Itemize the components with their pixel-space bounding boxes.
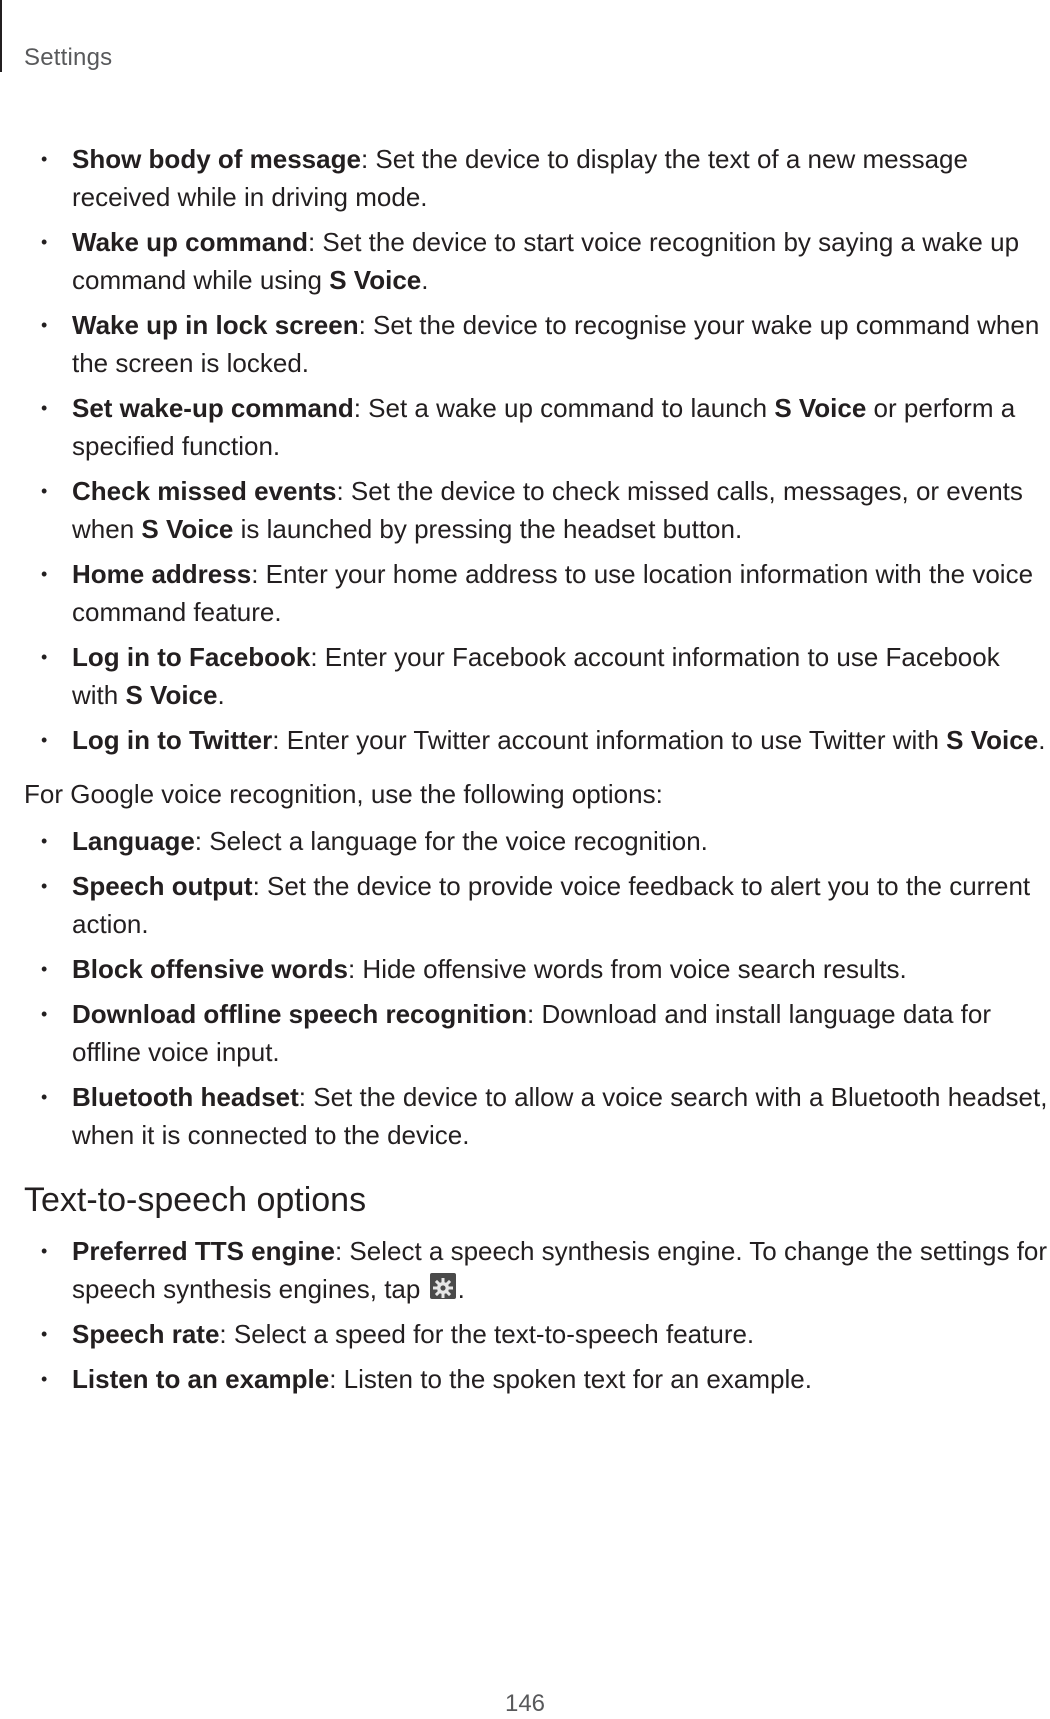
option-description: : Enter your Twitter account information to use Twitter with (272, 725, 947, 755)
page-number: 146 (504, 1690, 546, 1717)
option-term: Wake up command (72, 227, 308, 257)
list-item (24, 1078, 1048, 1154)
option-description-end: . (1038, 725, 1046, 755)
list-item (24, 555, 1048, 631)
option-term: Download offline speech recognition (72, 999, 528, 1029)
option-description: : Set the device to start voice recognition by saying a wake up command while using (72, 227, 1020, 295)
option-term: Block offensive words (72, 954, 348, 984)
page-header: Settings (24, 44, 113, 71)
list-item (24, 1315, 1048, 1353)
app-name: S Voice (946, 725, 1039, 755)
option-description-end: . (457, 1274, 465, 1304)
app-name: S Voice (141, 514, 234, 544)
option-term: Set wake-up command (72, 393, 354, 423)
option-description: : Select a speech synthesis engine. To change the settings for speech synthesis engines, tap (72, 1236, 1048, 1304)
app-name: S Voice (329, 265, 422, 295)
google-voice-intro: For Google voice recognition, use the following options: (24, 779, 663, 809)
app-name: S Voice (125, 680, 218, 710)
gear-icon (430, 1273, 456, 1299)
list-item (24, 140, 1048, 216)
google-voice-options-list (24, 822, 1048, 1154)
bullet-icon: • (41, 1241, 48, 1261)
bullet-icon: • (41, 564, 48, 584)
option-description: : Enter your Facebook account information to use Facebook with (72, 642, 1000, 710)
bullet-icon: • (41, 959, 48, 979)
bullet-icon: • (41, 149, 48, 169)
option-description-end: or perform a specified function. (72, 393, 1016, 461)
option-description-end: . (421, 265, 429, 295)
bullet-icon: • (41, 1004, 48, 1024)
bullet-icon: • (41, 481, 48, 501)
option-description: : Listen to the spoken text for an example. (329, 1364, 812, 1394)
option-term: Listen to an example (72, 1364, 330, 1394)
list-item (24, 822, 1048, 860)
option-term: Speech output (72, 871, 253, 901)
driving-mode-options-list (24, 140, 1048, 759)
list-item (24, 472, 1048, 548)
option-description: : Set the device to provide voice feedback to alert you to the current action. (72, 871, 1031, 939)
list-item (24, 950, 1048, 988)
list-item (24, 867, 1048, 943)
bullet-icon: • (41, 1324, 48, 1344)
page-content (24, 140, 1048, 1405)
app-name: S Voice (774, 393, 867, 423)
bullet-icon: • (41, 647, 48, 667)
list-item (24, 721, 1048, 759)
option-description: : Set the device to recognise your wake up command when the screen is locked. (72, 310, 1040, 378)
option-term: Show body of message (72, 144, 361, 174)
bullet-icon: • (41, 398, 48, 418)
tts-options-list (24, 1232, 1048, 1398)
bullet-icon: • (41, 876, 48, 896)
option-description: : Select a language for the voice recognition. (194, 826, 708, 856)
option-term: Wake up in lock screen (72, 310, 359, 340)
option-term: Log in to Twitter (72, 725, 273, 755)
bullet-icon: • (41, 730, 48, 750)
option-description: : Download and install language data for offline voice input. (72, 999, 992, 1067)
list-item (24, 389, 1048, 465)
list-item (24, 306, 1048, 382)
option-term: Language (72, 826, 195, 856)
header-rule (0, 0, 2, 72)
option-description-end: is launched by pressing the headset button. (233, 514, 743, 544)
bullet-icon: • (41, 1369, 48, 1389)
option-term: Preferred TTS engine (72, 1236, 335, 1266)
list-item (24, 1232, 1048, 1308)
section-title: Text-to-speech options (24, 1181, 367, 1219)
option-term: Check missed events (72, 476, 337, 506)
option-term: Log in to Facebook (72, 642, 311, 672)
option-term: Speech rate (72, 1319, 220, 1349)
option-description: : Enter your home address to use location information with the voice command feature. (72, 559, 1034, 627)
list-item (24, 1360, 1048, 1398)
option-description: : Select a speed for the text-to-speech feature. (219, 1319, 755, 1349)
option-description: : Hide offensive words from voice search results. (347, 954, 907, 984)
list-item (24, 638, 1048, 714)
option-description: : Set the device to allow a voice search with a Bluetooth headset, when it is connected to the device. (72, 1082, 1048, 1150)
list-item (24, 995, 1048, 1071)
bullet-icon: • (41, 232, 48, 252)
option-description: : Set the device to check missed calls, messages, or events when (72, 476, 1023, 544)
list-item (24, 223, 1048, 299)
bullet-icon: • (41, 1087, 48, 1107)
bullet-icon: • (41, 831, 48, 851)
option-description-end: . (217, 680, 225, 710)
option-description: : Set a wake up command to launch (353, 393, 775, 423)
option-term: Bluetooth headset (72, 1082, 299, 1112)
option-description: : Set the device to display the text of a new message received while in driving mode. (72, 144, 968, 212)
bullet-icon: • (41, 315, 48, 335)
option-term: Home address (72, 559, 252, 589)
